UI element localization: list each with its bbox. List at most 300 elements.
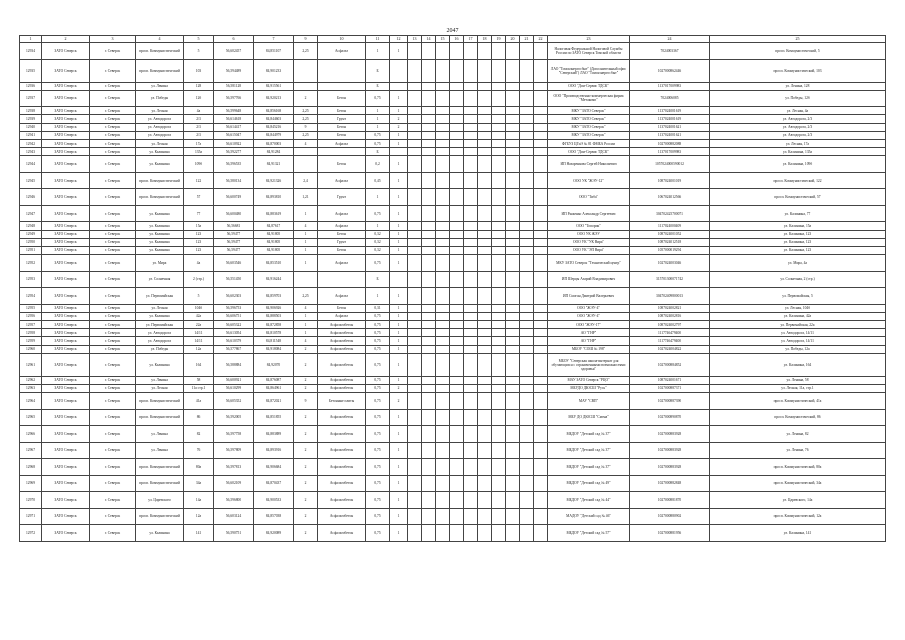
empty-cell (534, 312, 548, 320)
house-number-cell: 109б (184, 156, 214, 173)
longitude-cell: 84,893810 (254, 189, 294, 206)
address-cell: просп. Коммунистический, 122 (710, 172, 886, 189)
empty-cell (520, 172, 534, 189)
empty-cell (492, 329, 506, 337)
latitude-cell: 56,56681 (214, 222, 254, 230)
organization-cell: ООО "Дом-Сервис ТДСК" (548, 148, 630, 156)
address-cell: ул. Ленина, 128 (710, 82, 886, 90)
empty-cell (506, 409, 520, 426)
empty-cell (464, 304, 478, 312)
house-number-cell: 11а стр.1 (184, 384, 214, 392)
organization-cell: МКУ "ЗАТО Северск" (548, 107, 630, 115)
column-number-header: 9 (294, 36, 318, 43)
empty-cell (450, 288, 464, 305)
street-cell: ул. Победы (136, 90, 184, 107)
empty-cell (520, 222, 534, 230)
empty-cell (520, 271, 534, 288)
empty-cell (492, 246, 506, 254)
house-number-cell: 12а (184, 508, 214, 525)
table-row (20, 189, 886, 206)
empty-cell (506, 222, 520, 230)
street-cell: ул. Калинина (136, 525, 184, 542)
street-cell: ул. Автодорога (136, 329, 184, 337)
house-number-cell: 123 (184, 238, 214, 246)
empty-cell (464, 43, 478, 60)
latitude-cell: 56,610299 (214, 384, 254, 392)
empty-cell (520, 156, 534, 173)
empty-cell (408, 508, 422, 525)
organization-cell: ИП Назаренкова Сергей Николаевич (548, 156, 630, 173)
area-cell: 2,25 (294, 107, 318, 115)
table-row (20, 271, 886, 288)
latitude-cell: 56,597809 (214, 442, 254, 459)
container-volume-cell: 0,75 (366, 376, 390, 384)
empty-cell (436, 475, 450, 492)
empty-cell (506, 525, 520, 542)
table-row (20, 246, 886, 254)
empty-cell (408, 59, 422, 82)
organization-cell: ЛАО "Томскэнергосбыт" (Дополнительный офис "Северский") ЛАО "Томскэнергосбыт" (548, 59, 630, 82)
empty-cell (450, 90, 464, 107)
empty-cell (450, 107, 464, 115)
area-cell: 2,25 (294, 43, 318, 60)
longitude-cell: 84,91284 (254, 148, 294, 156)
address-cell: ул. Первомайская, 22а (710, 320, 886, 328)
column-number-header: 22 (534, 36, 548, 43)
container-volume-cell: 0,32 (366, 238, 390, 246)
area-cell: 2 (294, 353, 318, 376)
street-cell: ул. Автодорога (136, 131, 184, 139)
empty-cell (506, 459, 520, 476)
house-number-cell: 41а (184, 393, 214, 410)
organization-cell: ИП Смоган Дмитрий Валерьевич (548, 288, 630, 305)
empty-cell (422, 288, 436, 305)
house-number-cell: 135а (184, 148, 214, 156)
address-cell: ул. Солнечная, 2 (стр.) (710, 271, 886, 288)
empty-cell (506, 384, 520, 392)
address-cell: ул. Автодорога, 2/3 (710, 115, 886, 123)
address-cell: ул. Калинина, 77 (710, 205, 886, 222)
container-volume-cell: 1 (366, 222, 390, 230)
address-cell: просп. Коммунистический, 34а (710, 475, 886, 492)
city-cell: г. Северск (90, 255, 136, 272)
table-row (20, 148, 886, 156)
empty-cell (506, 246, 520, 254)
city-cell: г. Северск (90, 376, 136, 384)
longitude-cell: 84,916244 (254, 271, 294, 288)
empty-cell (422, 376, 436, 384)
registration-number-cell: 1087024012518 (630, 238, 710, 246)
city-cell: г. Северск (90, 271, 136, 288)
column-number-header: 20 (506, 36, 520, 43)
street-cell: ул. Царевского (136, 492, 184, 509)
empty-cell (450, 115, 464, 123)
record-id-cell: 12963 (20, 384, 42, 392)
empty-cell (534, 139, 548, 147)
container-count-cell: 2 (390, 393, 408, 410)
city-cell: г. Северск (90, 139, 136, 147)
house-number-cell: 22а (184, 320, 214, 328)
empty-cell (408, 82, 422, 90)
surface-type-cell (318, 271, 366, 288)
container-volume-cell: 0,45 (366, 172, 390, 189)
empty-cell (506, 230, 520, 238)
record-id-cell: 12956 (20, 312, 42, 320)
container-volume-cell: 0,75 (366, 442, 390, 459)
surface-type-cell: Бетон (318, 123, 366, 131)
container-volume-cell: 0,75 (366, 492, 390, 509)
house-number-cell: 86 (184, 409, 214, 426)
empty-cell (408, 329, 422, 337)
house-number-cell: 17а (184, 139, 214, 147)
empty-cell (464, 409, 478, 426)
empty-cell (422, 329, 436, 337)
empty-cell (492, 82, 506, 90)
street-cell: ул. Ленина (136, 82, 184, 90)
container-count-cell: 1 (390, 312, 408, 320)
record-id-cell: 12948 (20, 222, 42, 230)
table-row (20, 329, 886, 337)
column-number-header: 14 (422, 36, 436, 43)
record-id-cell: 12965 (20, 409, 42, 426)
organization-cell: МАУ ЗАТО Северск "РЦО" (548, 376, 630, 384)
registration-number-cell: 1087024001052 (630, 230, 710, 238)
empty-cell (422, 345, 436, 353)
municipality-cell: ЗАТО Северск (42, 409, 90, 426)
container-count-cell: 1 (390, 172, 408, 189)
empty-cell (534, 376, 548, 384)
street-cell: ул. Ленина (136, 376, 184, 384)
empty-cell (464, 384, 478, 392)
latitude-cell: 56,551450 (214, 271, 254, 288)
empty-cell (534, 525, 548, 542)
municipality-cell: ЗАТО Северск (42, 271, 90, 288)
organization-cell: МКУ "ЗАТО Северск" (548, 123, 630, 131)
empty-cell (478, 345, 492, 353)
column-number-header: 2 (42, 36, 90, 43)
empty-cell (464, 205, 478, 222)
empty-cell (450, 156, 464, 173)
empty-cell (478, 255, 492, 272)
street-cell: ул. Калинина (136, 353, 184, 376)
column-number-header: 1 (20, 36, 42, 43)
empty-cell (492, 492, 506, 509)
surface-type-cell: Асфальт (318, 205, 366, 222)
empty-cell (408, 107, 422, 115)
empty-cell (520, 492, 534, 509)
empty-cell (408, 345, 422, 353)
empty-cell (450, 205, 464, 222)
registration-number-cell: 1117024000409 (630, 222, 710, 230)
empty-cell (534, 304, 548, 312)
empty-cell (464, 475, 478, 492)
city-cell: г. Северск (90, 329, 136, 337)
record-id-cell: 12947 (20, 205, 42, 222)
registration-number-cell: 1027000862446 (630, 59, 710, 82)
column-number-header: 6 (214, 36, 254, 43)
empty-cell (492, 139, 506, 147)
empty-cell (408, 459, 422, 476)
latitude-cell: 56,597813 (214, 459, 254, 476)
record-id-cell: 12953 (20, 271, 42, 288)
organization-cell: МБДОУ "Детский сад № 37" (548, 426, 630, 443)
registration-number-cell: 1027000883928 (630, 459, 710, 476)
record-id-cell: 12940 (20, 123, 42, 131)
registration-number-cell: 1027000880902 (630, 508, 710, 525)
table-row (20, 525, 886, 542)
empty-cell (506, 238, 520, 246)
organization-cell: ООО "Тиба" (548, 189, 630, 206)
empty-cell (506, 139, 520, 147)
area-cell (294, 82, 318, 90)
city-cell: г. Северск (90, 304, 136, 312)
empty-cell (464, 246, 478, 254)
record-id-cell: 12942 (20, 139, 42, 147)
container-volume-cell: 0,32 (366, 246, 390, 254)
empty-cell (492, 205, 506, 222)
area-cell: 1 (294, 230, 318, 238)
area-cell: 2 (294, 426, 318, 443)
empty-cell (520, 246, 534, 254)
empty-cell (492, 222, 506, 230)
surface-type-cell: Асфальт (318, 43, 366, 60)
container-count-cell: 1 (390, 426, 408, 443)
empty-cell (450, 492, 464, 509)
column-number-header: 19 (492, 36, 506, 43)
empty-cell (464, 376, 478, 384)
empty-cell (436, 409, 450, 426)
empty-cell (422, 172, 436, 189)
container-count-cell: 1 (390, 304, 408, 312)
house-number-cell: 141 (184, 525, 214, 542)
empty-cell (464, 82, 478, 90)
empty-cell (478, 337, 492, 345)
organization-cell: Налоговая Федеральной Налоговой Службы России по ЗАТО Северск Томской области (548, 43, 630, 60)
empty-cell (520, 148, 534, 156)
surface-type-cell: Асфальтобетон (318, 475, 366, 492)
record-id-cell: 12954 (20, 288, 42, 305)
address-cell: просп. Коммунистический, 103 (710, 59, 886, 82)
empty-cell (478, 222, 492, 230)
city-cell: г. Северск (90, 320, 136, 328)
container-count-cell: 1 (390, 246, 408, 254)
record-id-cell: 12960 (20, 345, 42, 353)
address-cell: ул. Первомайская, 5 (710, 288, 886, 305)
table-row (20, 376, 886, 384)
empty-cell (534, 384, 548, 392)
column-number-row (20, 36, 886, 43)
surface-type-cell (318, 59, 366, 82)
empty-cell (534, 148, 548, 156)
empty-cell (492, 525, 506, 542)
address-cell: просп. Коммунистический, 41а (710, 393, 886, 410)
empty-cell (506, 320, 520, 328)
column-number-header: 24 (630, 36, 710, 43)
address-cell: ул. Лесная, 104б (710, 304, 886, 312)
empty-cell (478, 139, 492, 147)
empty-cell (464, 492, 478, 509)
empty-cell (436, 43, 450, 60)
municipality-cell: ЗАТО Северск (42, 426, 90, 443)
empty-cell (534, 230, 548, 238)
empty-cell (534, 442, 548, 459)
street-cell: просп. Коммунистический (136, 43, 184, 60)
empty-cell (534, 43, 548, 60)
empty-cell (492, 376, 506, 384)
empty-cell (492, 115, 506, 123)
municipality-cell: ЗАТО Северск (42, 312, 90, 320)
municipality-cell: ЗАТО Северск (42, 393, 90, 410)
empty-cell (534, 123, 548, 131)
city-cell: г. Северск (90, 107, 136, 115)
empty-cell (492, 508, 506, 525)
latitude-cell: 56,600749 (214, 189, 254, 206)
empty-cell (408, 271, 422, 288)
table-row (20, 459, 886, 476)
city-cell: г. Северск (90, 525, 136, 542)
empty-cell (436, 139, 450, 147)
record-id-cell: 12939 (20, 115, 42, 123)
empty-cell (436, 492, 450, 509)
house-number-cell: 123 (184, 230, 214, 238)
latitude-cell: 56,597766 (214, 90, 254, 107)
container-count-cell: 1 (390, 222, 408, 230)
empty-cell (492, 255, 506, 272)
empty-cell (492, 271, 506, 288)
empty-cell (436, 376, 450, 384)
empty-cell (478, 131, 492, 139)
column-number-header: 4 (136, 36, 184, 43)
empty-cell (464, 393, 478, 410)
record-id-cell: 12961 (20, 353, 42, 376)
city-cell: г. Северск (90, 492, 136, 509)
container-volume-cell: 1 (366, 288, 390, 305)
empty-cell (422, 255, 436, 272)
empty-cell (534, 59, 548, 82)
registration-number-cell: 1087024001019 (630, 172, 710, 189)
empty-cell (492, 384, 506, 392)
street-cell: просп. Коммунистический (136, 459, 184, 476)
empty-cell (436, 148, 450, 156)
empty-cell (436, 156, 450, 173)
empty-cell (492, 320, 506, 328)
municipality-cell: ЗАТО Северск (42, 345, 90, 353)
area-cell: 2 (294, 508, 318, 525)
container-count-cell: 1 (390, 409, 408, 426)
empty-cell (492, 131, 506, 139)
container-volume-cell: Б (366, 82, 390, 90)
record-id-cell: 12936 (20, 82, 42, 90)
container-count-cell: 1 (390, 255, 408, 272)
table-row (20, 384, 886, 392)
empty-cell (534, 337, 548, 345)
street-cell: ул. Первомайская (136, 320, 184, 328)
registration-number-cell: 1087024002816 (630, 312, 710, 320)
empty-cell (450, 442, 464, 459)
city-cell: г. Северск (90, 337, 136, 345)
empty-cell (478, 230, 492, 238)
city-cell: г. Северск (90, 508, 136, 525)
municipality-cell: ЗАТО Северск (42, 492, 90, 509)
organization-cell: АО "ГНР" (548, 337, 630, 345)
column-number-header: 11 (366, 36, 390, 43)
empty-cell (506, 123, 520, 131)
city-cell: г. Северск (90, 82, 136, 90)
latitude-cell: 56,606751 (214, 312, 254, 320)
empty-cell (408, 255, 422, 272)
empty-cell (450, 393, 464, 410)
empty-cell (534, 426, 548, 443)
empty-cell (506, 90, 520, 107)
house-number-cell: 103 (184, 59, 214, 82)
empty-cell (422, 205, 436, 222)
city-cell: г. Северск (90, 115, 136, 123)
empty-cell (534, 288, 548, 305)
empty-cell (506, 43, 520, 60)
longitude-cell: 84,872858 (254, 320, 294, 328)
empty-cell (436, 82, 450, 90)
empty-cell (422, 82, 436, 90)
latitude-cell: 56,602303 (214, 288, 254, 305)
column-number-header: 18 (478, 36, 492, 43)
empty-cell (464, 59, 478, 82)
container-count-cell: 1 (390, 156, 408, 173)
empty-cell (520, 59, 534, 82)
longitude-cell: 84,870437 (254, 475, 294, 492)
container-count-cell (390, 271, 408, 288)
empty-cell (450, 475, 464, 492)
empty-cell (506, 492, 520, 509)
registration-number-cell: 304702409800013 (630, 288, 710, 305)
column-number-header: 12 (390, 36, 408, 43)
container-count-cell: 1 (390, 353, 408, 376)
empty-cell (520, 525, 534, 542)
latitude-cell: 56,596535 (214, 156, 254, 173)
surface-type-cell: Грунт (318, 189, 366, 206)
house-number-cell: 12б (184, 90, 214, 107)
empty-cell (464, 508, 478, 525)
latitude-cell: 56,603124 (214, 508, 254, 525)
latitude-cell: 56,599648 (214, 107, 254, 115)
city-cell: г. Северск (90, 43, 136, 60)
table-row (20, 139, 886, 147)
record-id-cell: 12952 (20, 255, 42, 272)
empty-cell (492, 90, 506, 107)
city-cell: г. Северск (90, 222, 136, 230)
empty-cell (436, 59, 450, 82)
empty-cell (464, 90, 478, 107)
page-number: 2047 (446, 28, 459, 34)
registration-number-cell: 7024006085 (630, 90, 710, 107)
house-number-cell: 14а (184, 492, 214, 509)
surface-type-cell: Грунт (318, 238, 366, 246)
municipality-cell: ЗАТО Северск (42, 288, 90, 305)
empty-cell (492, 442, 506, 459)
organization-cell: ООО УК "ЖЭУ-12" (548, 172, 630, 189)
municipality-cell: ЗАТО Северск (42, 148, 90, 156)
empty-cell (520, 82, 534, 90)
city-cell: г. Северск (90, 345, 136, 353)
area-cell: 2 (294, 459, 318, 476)
empty-cell (408, 393, 422, 410)
house-number-cell: 5 (184, 43, 214, 60)
empty-cell (478, 320, 492, 328)
surface-type-cell: Бетон (318, 131, 366, 139)
record-id-cell: 12966 (20, 426, 42, 443)
longitude-cell: 84,870003 (254, 139, 294, 147)
container-count-cell: 1 (390, 131, 408, 139)
empty-cell (464, 238, 478, 246)
